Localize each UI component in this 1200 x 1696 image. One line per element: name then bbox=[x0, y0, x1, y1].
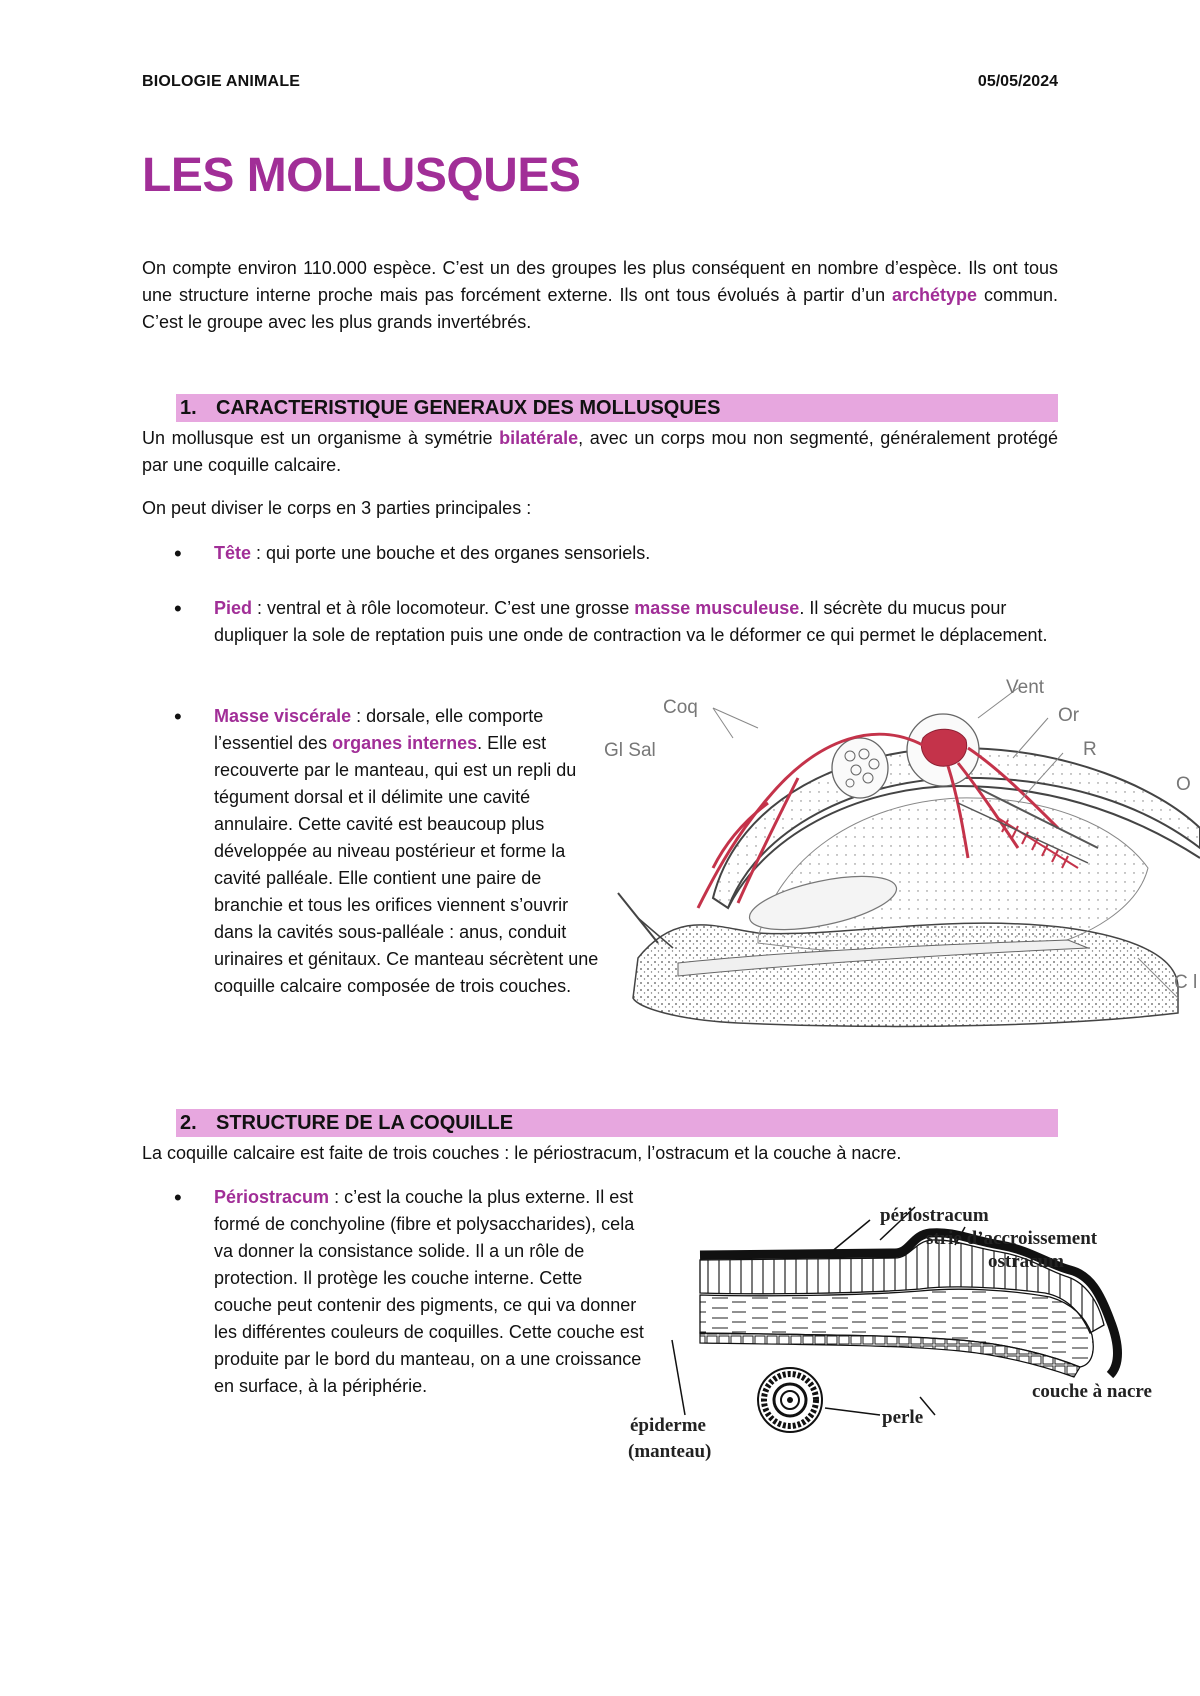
label-vent: Vent bbox=[1006, 677, 1045, 698]
s1-p1-keyword: bilatérale bbox=[499, 428, 579, 448]
text-mv-b: . Elle est recouverte par le manteau, qui est un repli du tégument dorsal et il délimite une cavité annulaire. Cette cavité est beaucoup plus développée au niveau postérieur et forme la cavité palléale. Elle contient une paire de branchie et tous les orifices viennent s’ouvrir dans la cavités sous-palléale : anus, conduit urinaires et génitaux. Ce manteau sécrètent une coquille calcaire composée de trois couches. bbox=[214, 733, 599, 996]
label-periostracum: périostracum bbox=[880, 1205, 989, 1226]
label-perle: perle bbox=[882, 1407, 924, 1428]
text-mv-a: : dorsale, elle comporte l’essentiel des bbox=[214, 706, 544, 753]
mollusc-anatomy-diagram bbox=[604, 677, 1200, 1038]
shell-layers-diagram bbox=[628, 1185, 1200, 1465]
label-ostracum: ostracum bbox=[988, 1251, 1064, 1272]
section-1-paragraph-2: On peut diviser le corps en 3 parties principales : bbox=[142, 498, 532, 518]
label-epiderme: épiderme bbox=[630, 1415, 706, 1436]
section-2-number: 2. bbox=[180, 1112, 197, 1134]
gonad bbox=[832, 738, 888, 798]
keyword-organes-internes: organes internes bbox=[332, 733, 478, 753]
section-1-title: CARACTERISTIQUE GENERAUX DES MOLLUSQUES bbox=[216, 397, 721, 419]
label-strie: strie d’accroissement bbox=[926, 1228, 1098, 1249]
intro-text-1: On compte environ 110.000 espèce. C’est un des groupes les plus conséquent en nombre d’espèce. Ils ont tous une structure interne proche mais pas forcément externe. Ils ont tous évolués à partir d’un bbox=[142, 258, 1058, 305]
heart bbox=[922, 729, 967, 766]
intro-paragraph bbox=[142, 255, 1058, 336]
list-item-pied bbox=[214, 595, 1058, 649]
list-item-masse-viscerale bbox=[214, 703, 604, 1000]
bullet-marker: • bbox=[174, 596, 182, 621]
term-masse-viscerale: Masse viscérale bbox=[214, 706, 352, 726]
label-o: O bbox=[1176, 774, 1191, 795]
term-periostracum: Périostracum bbox=[214, 1187, 330, 1207]
label-or: Or bbox=[1058, 705, 1080, 726]
section-2-heading bbox=[176, 1109, 1058, 1137]
label-coq: Coq bbox=[663, 697, 698, 718]
header-subject: BIOLOGIE ANIMALE bbox=[142, 73, 301, 90]
text-periostracum: : c’est la couche la plus externe. Il est formé de conchyoline (fibre et polysaccharides), cela va donner la consistance solide. Il a un rôle de protection. Il protège les couche interne. Cette couche peut contenir des pigments, ce qui va donner les différentes couleurs de coquilles. Cette couche est produite par le bord du manteau, on a une croissance en surface, à la périphérie. bbox=[214, 1187, 644, 1396]
bullet-marker: • bbox=[174, 704, 182, 729]
section-1-paragraph-1 bbox=[142, 425, 1058, 479]
page-title: LES MOLLUSQUES bbox=[142, 149, 581, 202]
section-1-number: 1. bbox=[180, 397, 197, 419]
term-pied: Pied bbox=[214, 598, 253, 618]
label-r: R bbox=[1083, 739, 1097, 760]
pearl bbox=[758, 1368, 822, 1432]
bullet-marker: • bbox=[174, 541, 182, 566]
keyword-masse-musculeuse: masse musculeuse bbox=[634, 598, 800, 618]
header-date: 05/05/2024 bbox=[977, 73, 1058, 90]
label-manteau: (manteau) bbox=[628, 1441, 712, 1462]
intro-keyword: archétype bbox=[892, 285, 978, 305]
text-tete: : qui porte une bouche et des organes sensoriels. bbox=[251, 543, 651, 563]
label-c: C l bbox=[1174, 972, 1198, 993]
label-nacre: couche à nacre bbox=[1032, 1381, 1152, 1402]
list-item-periostracum bbox=[214, 1184, 644, 1400]
term-tete: Tête bbox=[214, 543, 252, 563]
label-gl-sal: Gl Sal bbox=[604, 740, 656, 761]
text-pied-a: : ventral et à rôle locomoteur. C’est une grosse bbox=[252, 598, 635, 618]
section-2-paragraph-1: La coquille calcaire est faite de trois couches : le périostracum, l’ostracum et la couche à nacre. bbox=[142, 1143, 902, 1163]
section-1-heading bbox=[176, 394, 1058, 422]
intro-text-2: commun. C’est le groupe avec les plus grands invertébrés. bbox=[142, 285, 1058, 332]
list-item-tete bbox=[214, 540, 1058, 567]
section-2-title: STRUCTURE DE LA COQUILLE bbox=[216, 1112, 514, 1134]
bullet-marker: • bbox=[174, 1185, 182, 1210]
text-pied-b: . Il sécrète du mucus pour dupliquer la sole de reptation puis une onde de contraction va le déformer ce qui permet le déplacement. bbox=[214, 598, 1048, 645]
s1-p1-text-a: Un mollusque est un organisme à symétrie bbox=[142, 428, 500, 448]
s1-p1-text-b: , avec un corps mou non segmenté, généralement protégé par une coquille calcaire. bbox=[142, 428, 1058, 475]
